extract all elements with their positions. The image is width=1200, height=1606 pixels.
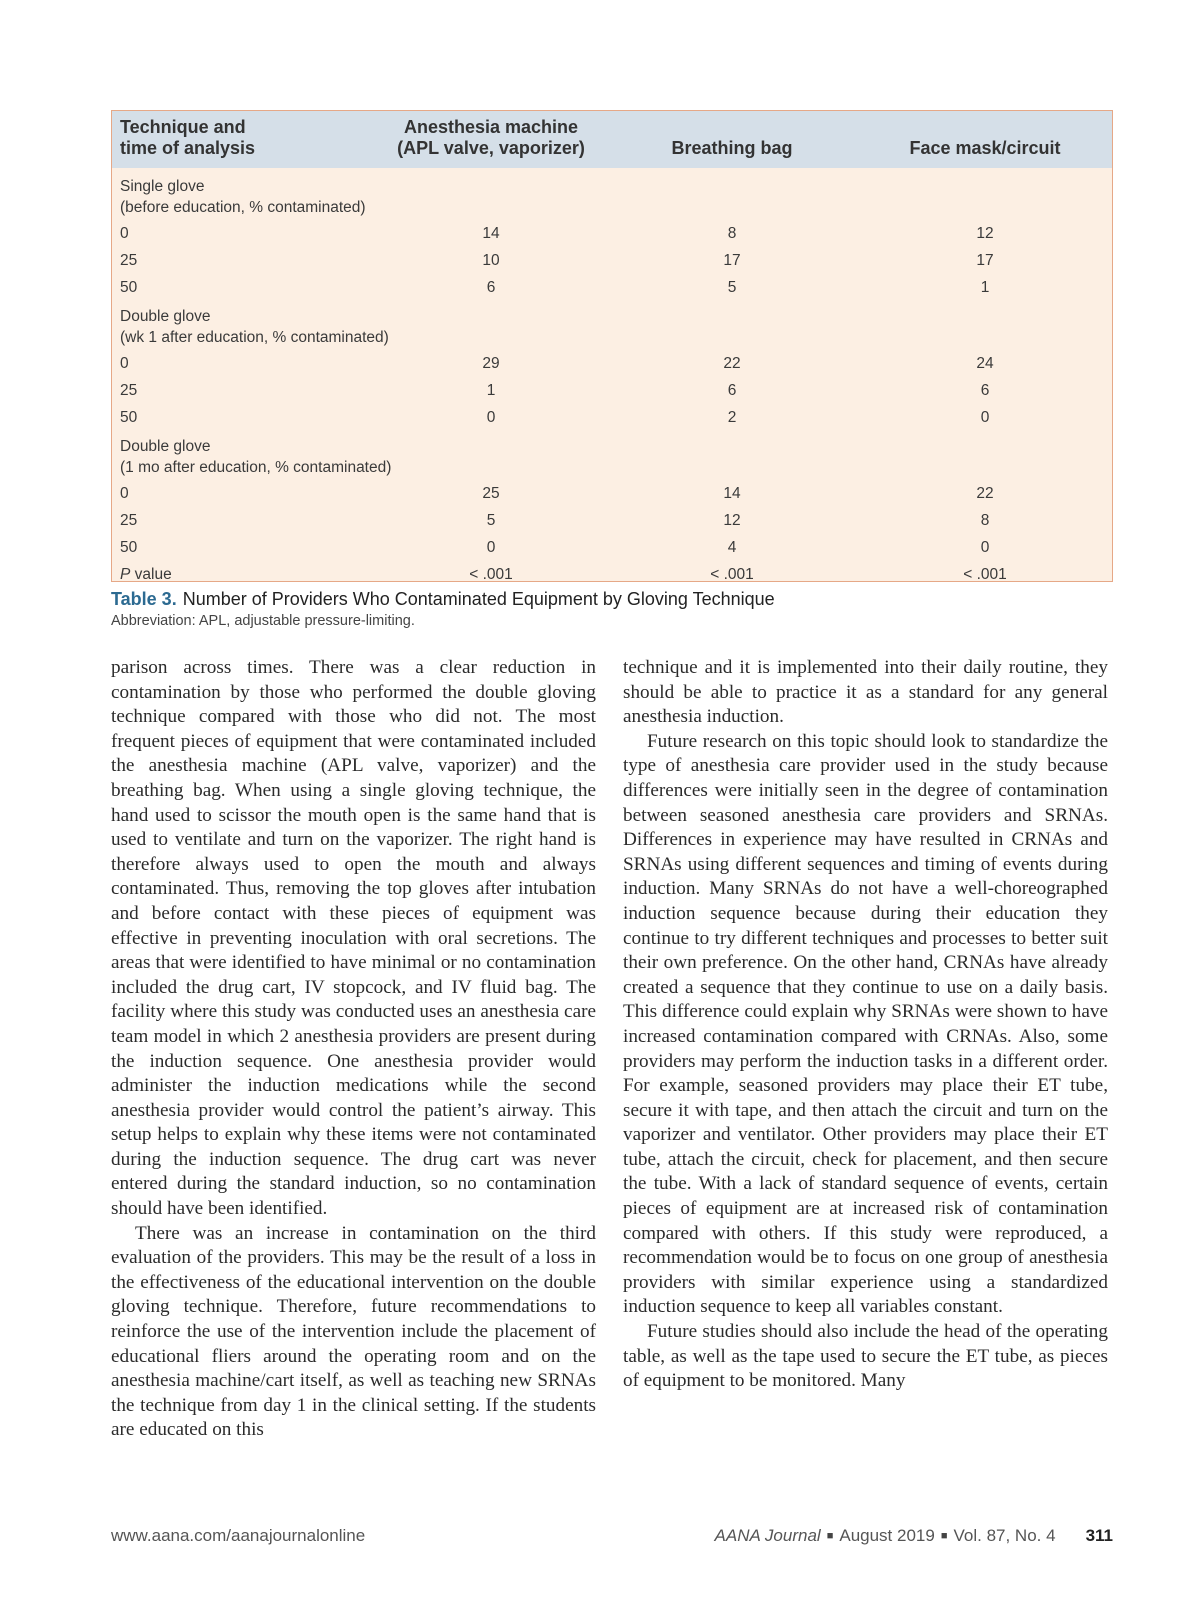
table-caption-text: Number of Providers Who Contaminated Equipment by Gloving Technique (182, 589, 775, 609)
table-row (112, 507, 1112, 534)
section-label: Double glove (1 mo after education, % contaminated) (120, 438, 392, 476)
time-cell: 50 (120, 409, 138, 426)
bag-cell: 5 (727, 279, 737, 296)
paragraph: Future research on this topic should look to standardize the type of anesthesia care provider used in the study because differences were initially seen in the degree of contamination between seasoned anesthesia care providers and SRNAs. Differences in experience may have resulted in CRNAs and SRNAs using different sequences and timing of events during induction. Many SRNAs do not have a well-choreographed induction sequence because during their education they continue to try different techniques and processes to better suit their own preference. On the other hand, CRNAs have already created a sequence that they continue to use on a daily basis. This difference could explain why SRNAs were shown to have increased contamination compared with CRNAs. Also, some providers may perform the induction tasks in a different order. For example, seasoned providers may place their ET tube, secure it with tape, and then attach the circuit and turn on the vaporizer and ventilator. Other providers may place their ET tube, attach the circuit, check for placement, and then secure the tube. With a lack of standard sequence of events, certain pieces of equipment are at increased risk of contamination compared with others. If this study were reproduced, a recommendation would be to focus on one group of anesthesia providers with similar experience using a standardized induction sequence to keep all variables constant. (623, 730, 1108, 1318)
bag-cell: 12 (723, 512, 741, 529)
section-label: Single glove (before education, % contaminated) (120, 178, 366, 216)
time-cell: 25 (120, 252, 138, 269)
mask-cell: 12 (976, 225, 994, 242)
pvalue-bag: < .001 (710, 566, 754, 583)
separator-square-icon: ■ (940, 1530, 948, 1542)
mask-cell: 22 (976, 485, 994, 502)
mask-cell: 0 (980, 409, 990, 426)
machine-cell: 25 (482, 485, 500, 502)
table-row (112, 377, 1112, 404)
table-row (112, 350, 1112, 377)
machine-cell: 0 (486, 539, 496, 556)
separator-square-icon: ■ (826, 1530, 834, 1542)
pvalue-label: P value (120, 566, 172, 583)
machine-cell: 1 (486, 382, 496, 399)
table-row (112, 247, 1112, 274)
machine-cell: 10 (482, 252, 500, 269)
paragraph: technique and it is implemented into their daily routine, they should be able to practice it as a standard for any general anesthesia induction. (623, 657, 1108, 728)
machine-cell: 0 (486, 409, 496, 426)
pvalue-mask: < .001 (963, 566, 1007, 583)
mask-cell: 8 (980, 512, 990, 529)
mask-cell: 0 (980, 539, 990, 556)
bag-cell: 6 (727, 382, 737, 399)
bag-cell: 4 (727, 539, 737, 556)
time-cell: 0 (120, 485, 129, 502)
time-cell: 25 (120, 512, 138, 529)
body-column-right (623, 656, 1108, 1394)
time-cell: 50 (120, 539, 138, 556)
time-cell: 0 (120, 225, 129, 242)
mask-cell: 17 (976, 252, 994, 269)
body-column-left (111, 656, 596, 1443)
header-face-mask: Face mask/circuit (909, 138, 1061, 158)
table-caption (111, 589, 775, 610)
header-breathing-bag: Breathing bag (671, 138, 793, 158)
footer-journal-info (715, 1526, 1113, 1546)
footer-date: August 2019 (839, 1526, 935, 1545)
footer-volume: Vol. 87, No. 4 (953, 1526, 1056, 1545)
bag-cell: 2 (727, 409, 737, 426)
machine-cell: 29 (482, 355, 500, 372)
paragraph: parison across times. There was a clear reduction in contamination by those who performed the double gloving technique compared with those who did not. The most frequent pieces of equipment that were contaminated included the anesthesia machine (APL valve, vaporizer) and the breathing bag. When using a single gloving technique, the hand used to scissor the mouth open is the same hand that is used to ventilate and turn on the vaporizer. The right hand is therefore always used to open the mouth and always contaminated. Thus, removing the top gloves after intubation and before contact with these pieces of equipment was effective in preventing inoculation with oral secretions. The areas that were identified to have minimal or no contamination included the drug cart, IV stopcock, and IV fluid bag. The facility where this study was conducted uses an anesthesia care team model in which 2 anesthesia providers are present during the induction sequence. One anesthesia provider would administer the induction medications while the second anesthesia provider would control the patient’s airway. This setup helps to explain why these items were not contaminated during the induction sequence. The drug cart was never entered during the standard induction, so no contamination should have been identified. (111, 657, 596, 1220)
machine-cell: 6 (486, 279, 496, 296)
table-row (112, 274, 1112, 301)
section-label: Double glove (wk 1 after education, % contaminated) (120, 308, 389, 346)
time-cell: 0 (120, 355, 129, 372)
mask-cell: 6 (980, 382, 990, 399)
section-row-single-glove (112, 168, 1112, 220)
bag-cell: 17 (723, 252, 741, 269)
machine-cell: 14 (482, 225, 500, 242)
page-number: 311 (1085, 1526, 1113, 1545)
table-abbreviation: Abbreviation: APL, adjustable pressure-limiting. (111, 613, 415, 629)
table-row (112, 534, 1112, 561)
bag-cell: 14 (723, 485, 741, 502)
time-cell: 25 (120, 382, 138, 399)
bag-cell: 8 (727, 225, 737, 242)
footer-journal-name: AANA Journal (714, 1526, 821, 1545)
table-caption-label: Table 3. (111, 589, 177, 609)
table-row (112, 404, 1112, 431)
mask-cell: 24 (976, 355, 994, 372)
mask-cell: 1 (980, 279, 990, 296)
table-header-row (112, 111, 1112, 168)
paragraph: There was an increase in contamination on the third evaluation of the providers. This may be the result of a loss in the effectiveness of the educational intervention on the double gloving technique. Therefore, future recommendations to reinforce the use of the intervention include the placement of educational fliers around the operating room and on the anesthesia machine/cart itself, as well as teaching new SRNAs the technique from day 1 in the clinical setting. If the students are educated on this (111, 1222, 596, 1441)
table-row (112, 480, 1112, 507)
footer-url: www.aana.com/aanajournalonline (111, 1526, 366, 1545)
bag-cell: 22 (723, 355, 741, 372)
data-table-frame (111, 110, 1113, 582)
section-row-double-glove-1mo (112, 431, 1112, 480)
table-row (112, 220, 1112, 247)
header-anesthesia-machine: Anesthesia machine (APL valve, vaporizer) (397, 117, 585, 158)
pvalue-row (112, 561, 1112, 588)
time-cell: 50 (120, 279, 138, 296)
contamination-table (112, 111, 1112, 588)
section-row-double-glove-wk1 (112, 301, 1112, 350)
paragraph: Future studies should also include the head of the operating table, as well as the tape used to secure the ET tube, as pieces of equipment to be monitored. Many (623, 1321, 1108, 1392)
machine-cell: 5 (486, 512, 496, 529)
header-technique: Technique and time of analysis (120, 117, 256, 158)
pvalue-machine: < .001 (469, 566, 513, 583)
